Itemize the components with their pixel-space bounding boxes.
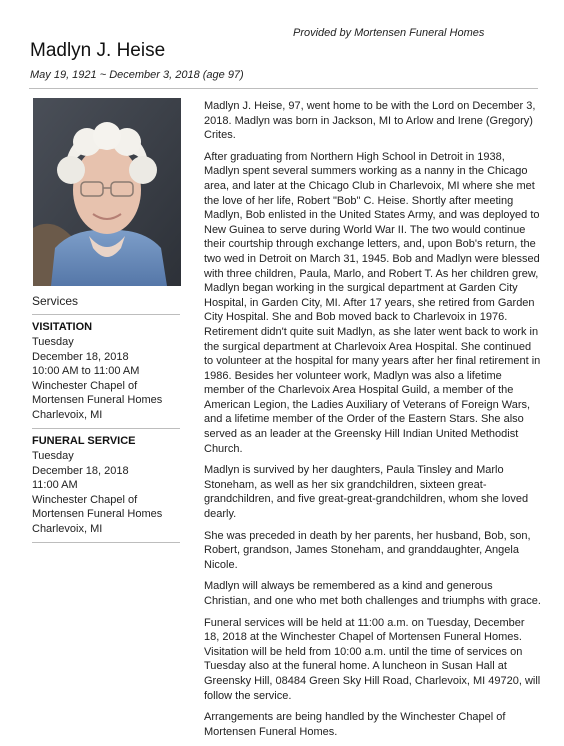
obituary-paragraph: Madlyn J. Heise, 97, went home to be with the Lord on December 3, 2018. Madlyn was born in Jackson, MI to Arlow and Irene (Gregory) Crites. — [204, 100, 536, 142]
funeral-time: 11:00 AM — [32, 479, 78, 491]
decedent-name: Madlyn J. Heise — [30, 40, 166, 61]
life-dates: May 19, 1921 ~ December 3, 2018 (age 97) — [30, 69, 244, 81]
funeral-city: Charlevoix, MI — [32, 522, 103, 535]
funeral-location-line-2: Mortensen Funeral Homes — [32, 508, 163, 520]
obituary-text — [204, 99, 542, 746]
funeral-location-line-1: Winchester Chapel of — [32, 493, 138, 506]
funeral-service-block — [32, 435, 182, 536]
services-divider — [32, 314, 180, 315]
obituary-paragraph: She was preceded in death by her parents, her husband, Bob, son, Robert, grandson, James Stoneham, and granddaughter, Angela Nicole. — [204, 529, 531, 571]
visitation-date: December 18, 2018 — [32, 350, 129, 363]
obituary-paragraph: Funeral services will be held at 11:00 a.m. on Tuesday, December 18, 2018 at the Winchester Chapel of Mortensen Funeral Homes. Visitation will be held from 10:00 a.m. until the time of services on Tuesday also at the funeral home. A luncheon in Susan Hall at Greensky Hill, 08484 Green Sky Hill Road, Charlevoix, MI 49720, will follow the service. — [204, 616, 541, 702]
funeral-service-heading: FUNERAL SERVICE — [32, 435, 136, 447]
portrait-photo — [33, 98, 181, 286]
header-divider — [29, 88, 538, 89]
services-panel — [32, 294, 182, 549]
visitation-day: Tuesday — [32, 336, 74, 348]
visitation-location-line-1: Winchester Chapel of — [32, 379, 138, 392]
obituary-paragraph: Madlyn will always be remembered as a kind and generous Christian, and one who met both challenges and triumphs with grace. — [204, 580, 541, 607]
obituary-paragraph: Madlyn is survived by her daughters, Paula Tinsley and Marlo Stoneham, as well as her six grandchildren, sixteen great-grandchildren, and five great-great-grandchildren, whom she loved dearly. — [204, 464, 529, 521]
visitation-city: Charlevoix, MI — [32, 408, 103, 421]
visitation-location-line-2: Mortensen Funeral Homes — [32, 394, 163, 406]
visitation-block — [32, 321, 182, 422]
obituary-paragraph: Arrangements are being handled by the Winchester Chapel of Mortensen Funeral Homes. — [204, 711, 506, 738]
provider-credit: Provided by Mortensen Funeral Homes — [293, 27, 485, 39]
funeral-date: December 18, 2018 — [32, 464, 129, 477]
visitation-heading: VISITATION — [32, 321, 93, 333]
obituary-paragraph: After graduating from Northern High School in Detroit in 1938, Madlyn spent several summers working as a nanny in the Chicago area, and later at the Chicago Club in Charlevoix, MI where she met the love of her life, Robert "Bob" C. Heise. Shortly after meeting Madlyn, Bob enlisted in the United States Army, and was deployed to New Guinea to serve during World War II. The two would continue their courtship through exchange letters, and, upon Bob's return, the two wed in Detroit on March 31, 1945. Bob and Madlyn were blessed with three children, Paula, Marlo, and Robert T. As her children grew, Madlyn began working in the surgical department at Garden City Hospital, in Garden City, MI. After 17 years, she retired from Garden City Hospital. She and Bob moved back to Charlevoix in 1976. Retirement didn't quite suit Madlyn, as she later went back to work in the surgical department at Charlevoix Area Hospital. She continued to volunteer at the hospital for many years after her final retirement in 1986. Besides her volunteer work, Madlyn was also a lifetime member of the Charlevoix Area Hospital Guild, a member of the American Legion, the Ladies Auxiliary of Veterans of Foreign Wars, and a lifetime member of the Order of the Eastern Stars. She also served as an leader at the Greensky Hill Indian United Methodist Church. — [204, 150, 541, 455]
services-divider — [32, 428, 180, 429]
services-title: Services — [32, 294, 79, 308]
visitation-time: 10:00 AM to 11:00 AM — [32, 365, 140, 377]
services-divider — [32, 542, 180, 543]
funeral-day: Tuesday — [32, 450, 74, 462]
